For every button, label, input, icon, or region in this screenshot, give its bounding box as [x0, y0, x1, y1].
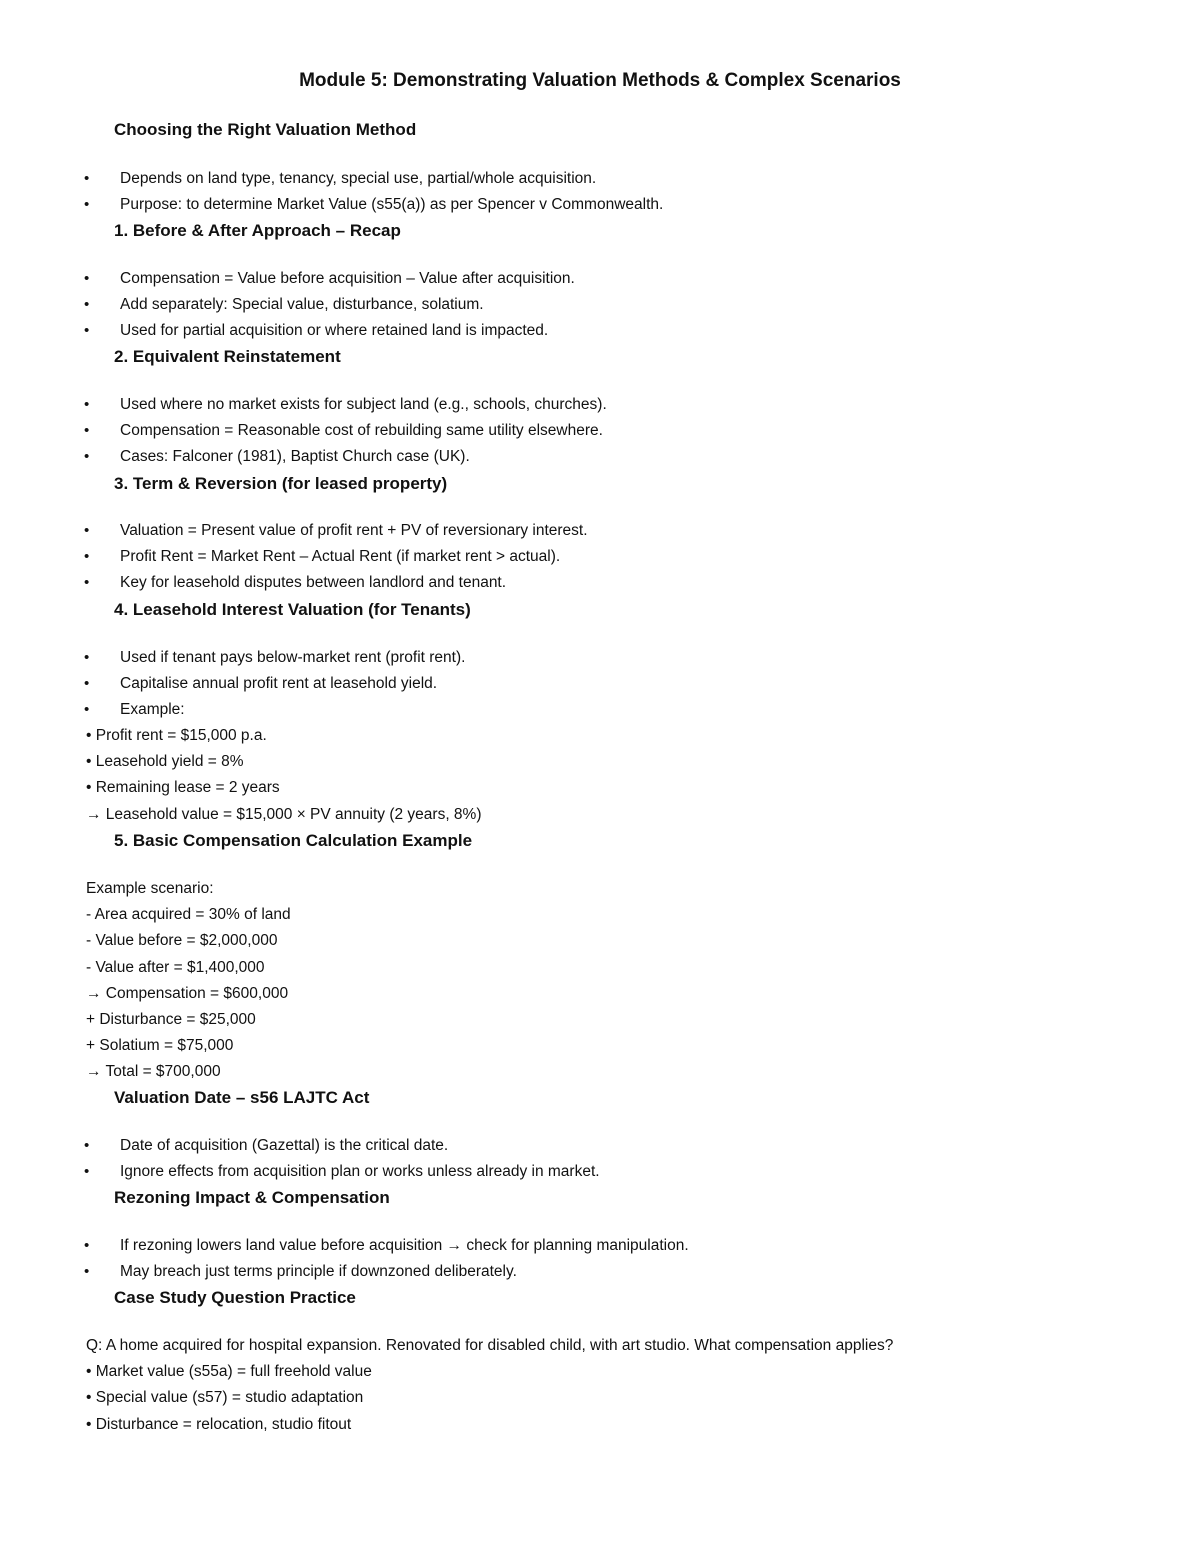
leasehold-heading: 4. Leasehold Interest Valuation (for Tenants)	[114, 600, 471, 619]
list-item: → Total = $700,000	[86, 1063, 221, 1081]
list-item: - Area acquired = 30% of land	[86, 906, 291, 924]
list-item: → Leasehold value = $15,000 × PV annuity (2 years, 8%)	[86, 805, 482, 823]
reinstatement-heading: 2. Equivalent Reinstatement	[114, 347, 341, 366]
list-item: • Purpose: to determine Market Value (s55(a)) as per Spencer v Commonwealth.	[0, 192, 663, 218]
list-item: • Compensation = Reasonable cost of rebuilding same utility elsewhere.	[0, 418, 607, 444]
basic-calc-heading: 5. Basic Compensation Calculation Example	[114, 831, 473, 850]
valuation-date-bullet-list	[0, 1133, 600, 1185]
choosing-heading: Choosing the Right Valuation Method	[114, 120, 417, 139]
case-study-heading: Case Study Question Practice	[114, 1288, 356, 1307]
rezoning-heading: Rezoning Impact & Compensation	[114, 1188, 390, 1207]
list-item: → Compensation = $600,000	[86, 984, 289, 1002]
list-item: • Depends on land type, tenancy, special use, partial/whole acquisition.	[0, 166, 663, 192]
list-item: • Used for partial acquisition or where retained land is impacted.	[0, 318, 575, 344]
list-item: • Profit Rent = Market Rent – Actual Rent (if market rent > actual).	[0, 544, 588, 570]
valuation-date-heading: Valuation Date – s56 LAJTC Act	[114, 1088, 370, 1107]
list-item: • Used where no market exists for subject land (e.g., schools, churches).	[0, 392, 607, 418]
list-item: • Special value (s57) = studio adaptation	[86, 1389, 364, 1407]
page-title: Module 5: Demonstrating Valuation Methods & Complex Scenarios	[299, 70, 901, 91]
list-item: - Value before = $2,000,000	[86, 932, 278, 950]
list-item: • Add separately: Special value, disturbance, solatium.	[0, 292, 575, 318]
list-item: • Profit rent = $15,000 p.a.	[86, 727, 267, 744]
before-after-bullet-list	[0, 266, 575, 343]
term-reversion-bullet-list	[0, 518, 588, 595]
list-item: • Cases: Falconer (1981), Baptist Church case (UK).	[0, 444, 607, 470]
rezoning-bullet-list	[0, 1233, 689, 1285]
list-item: • Leasehold yield = 8%	[86, 753, 244, 771]
list-item: • Valuation = Present value of profit rent + PV of reversionary interest.	[0, 518, 588, 544]
list-item: • Disturbance = relocation, studio fitout	[86, 1415, 352, 1433]
before-after-heading: 1. Before & After Approach – Recap	[114, 221, 401, 240]
term-reversion-heading: 3. Term & Reversion (for leased property)	[114, 474, 448, 493]
list-item: • Market value (s55a) = full freehold value	[86, 1363, 372, 1381]
list-item: - Value after = $1,400,000	[86, 958, 265, 976]
list-item: • Key for leasehold disputes between landlord and tenant.	[0, 570, 588, 596]
list-item: + Solatium = $75,000	[86, 1037, 234, 1055]
list-item: • If rezoning lowers land value before acquisition → check for planning manipulation.	[0, 1233, 689, 1259]
list-item: • Compensation = Value before acquisition – Value after acquisition.	[0, 266, 575, 292]
list-item: • May breach just terms principle if downzoned deliberately.	[0, 1259, 689, 1285]
list-item: • Remaining lease = 2 years	[86, 779, 280, 797]
list-item: + Disturbance = $25,000	[86, 1010, 256, 1028]
list-item: • Date of acquisition (Gazettal) is the critical date.	[0, 1133, 600, 1159]
choosing-bullet-list	[0, 166, 663, 218]
case-study-lines	[86, 1333, 893, 1438]
list-item: • Ignore effects from acquisition plan or works unless already in market.	[0, 1159, 600, 1185]
list-item: Example scenario:	[86, 880, 214, 897]
leasehold-bullet-list	[0, 645, 465, 722]
reinstatement-bullet-list	[0, 392, 607, 469]
list-item: • Example:	[0, 697, 465, 723]
basic-calc-lines	[86, 876, 291, 1086]
list-item: Q: A home acquired for hospital expansion. Renovated for disabled child, with art studio. What compensation applies?	[86, 1337, 894, 1354]
list-item: • Capitalise annual profit rent at leasehold yield.	[0, 671, 465, 697]
list-item: • Used if tenant pays below-market rent (profit rent).	[0, 645, 465, 671]
leasehold-example-lines	[86, 723, 482, 828]
